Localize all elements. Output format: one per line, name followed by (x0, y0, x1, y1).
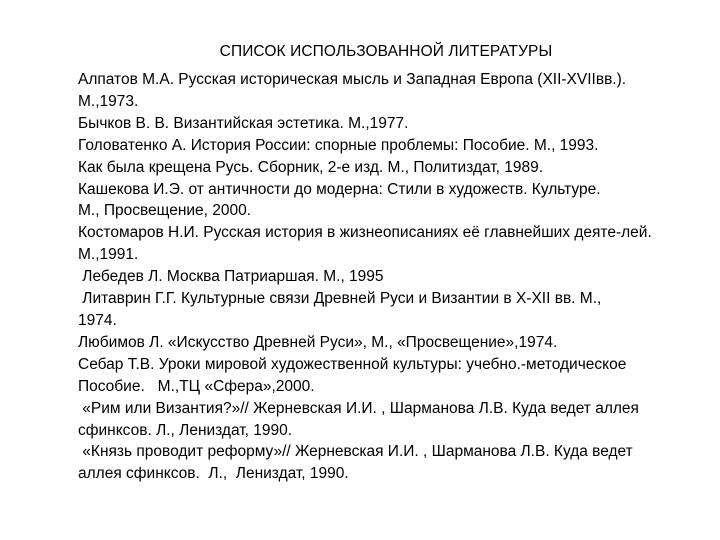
reference-entry (78, 157, 698, 179)
reference-line: Бычков В. В. Византийская эстетика. М.,1977. (78, 114, 409, 132)
reference-entry (78, 354, 698, 398)
reference-line: Головатенко А. История России: спорные проблемы: Пособие. М., 1993. (78, 136, 599, 154)
reference-line: Кашекова И.Э. от античности до модерна: Стили в художеств. Культуре. (78, 180, 601, 198)
reference-entry (78, 266, 698, 288)
reference-line: М., Просвещение, 2000. (78, 202, 252, 220)
reference-line: Алпатов М.А. Русская историческая мысль и Западная Европа (XII-XVIIвв.). (78, 71, 627, 88)
reference-line: М.,1973. (78, 92, 139, 110)
reference-line: Себар Т.В. Уроки мировой художественной культуры: учебно.-методическое (78, 355, 627, 373)
reference-entry (78, 135, 698, 157)
reference-line: Лебедев Л. Москва Патриаршая. М., 1995 (78, 268, 384, 286)
reference-entry (78, 222, 698, 266)
reference-line: Пособие. М.,ТЦ «Сфера»,2000. (78, 377, 315, 395)
reference-entry (78, 441, 698, 485)
reference-entry (78, 113, 698, 135)
reference-line: «Рим или Византия?»// Жерневская И.И. , Шарманова Л.В. Куда ведет аллея (78, 399, 639, 417)
reference-entry (78, 398, 698, 442)
reference-list (78, 69, 698, 485)
reference-line: М.,1991. (78, 246, 139, 264)
reference-line: «Князь проводит реформу»// Жерневская И.И. , Шарманова Л.В. Куда ведет (78, 443, 633, 461)
reference-entry (78, 69, 698, 113)
reference-line: Костомаров Н.И. Русская история в жизнеописаниях её главнейших деяте-лей. (78, 224, 652, 242)
reference-entry (78, 288, 698, 332)
reference-entry (78, 179, 698, 223)
reference-entry (78, 332, 698, 354)
reference-line: аллея сфинксов. Л., Лениздат, 1990. (78, 465, 349, 483)
page-title: СПИСОК ИСПОЛЬЗОВАННОЙ ЛИТЕРАТУРЫ (219, 43, 553, 60)
reference-line: 1974. (78, 311, 117, 329)
reference-line: Любимов Л. «Искусство Древней Руси», М., «Просвещение»,1974. (78, 333, 558, 351)
reference-line: Литаврин Г.Г. Культурные связи Древней Руси и Византии в X-XII вв. М., (78, 290, 602, 308)
reference-line: сфинксов. Л., Лениздат, 1990. (78, 421, 293, 439)
reference-line: Как была крещена Русь. Сборник, 2-е изд. М., Политиздат, 1989. (78, 158, 544, 176)
